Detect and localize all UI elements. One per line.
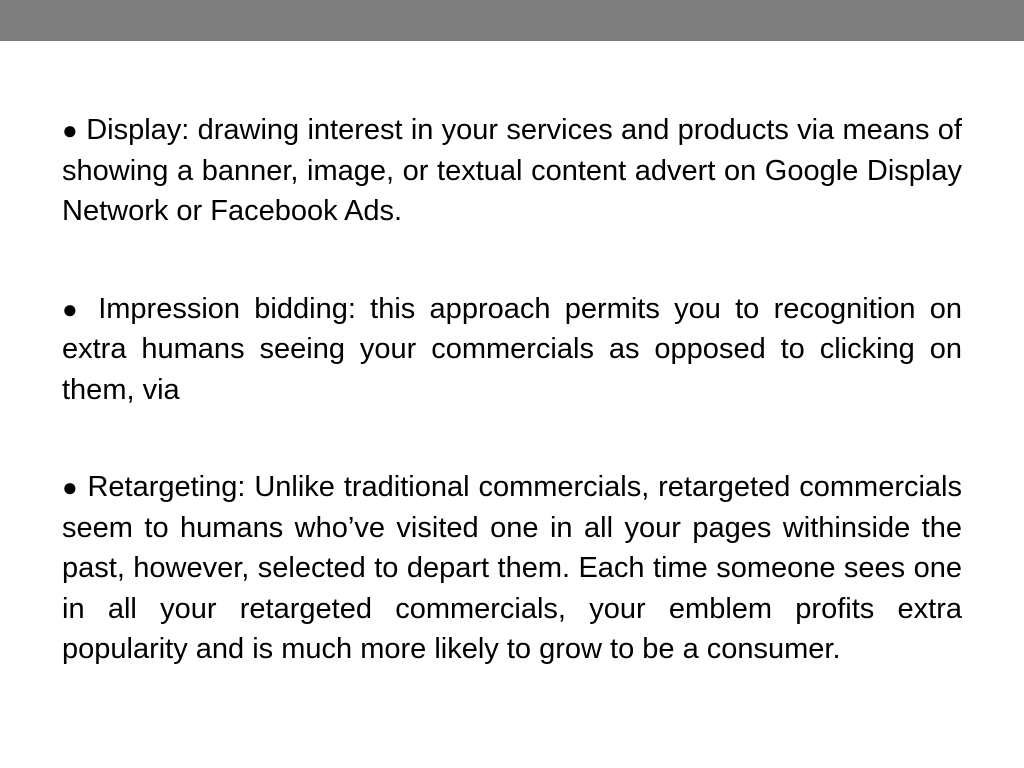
bullet-item-display — [62, 110, 962, 232]
bullet-icon: ● — [62, 293, 84, 324]
bullet-item-retargeting — [62, 467, 962, 670]
bullet-text: Display: drawing interest in your services and products via means of showing a banner, image, or textual content advert on Google Display Network or Facebook Ads. — [62, 114, 962, 227]
slide-body — [62, 110, 962, 670]
bullet-icon: ● — [62, 472, 79, 502]
bullet-text: Impression bidding: this approach permits you to recognition on extra humans seeing your commercials as opposed to clicking on them, via — [62, 292, 962, 406]
slide-header-bar — [0, 0, 1024, 41]
bullet-text: Retargeting: Unlike traditional commercials, retargeted commercials seem to humans who’ve visited one in all your pages withinside the past, however, selected to depart them. Each time someone sees one in all your retargeted commercials, your emblem profits extra popularity and is much more likely to grow to be a consumer. — [62, 471, 962, 665]
bullet-item-impression-bidding — [62, 289, 962, 411]
bullet-icon: ● — [62, 115, 78, 145]
